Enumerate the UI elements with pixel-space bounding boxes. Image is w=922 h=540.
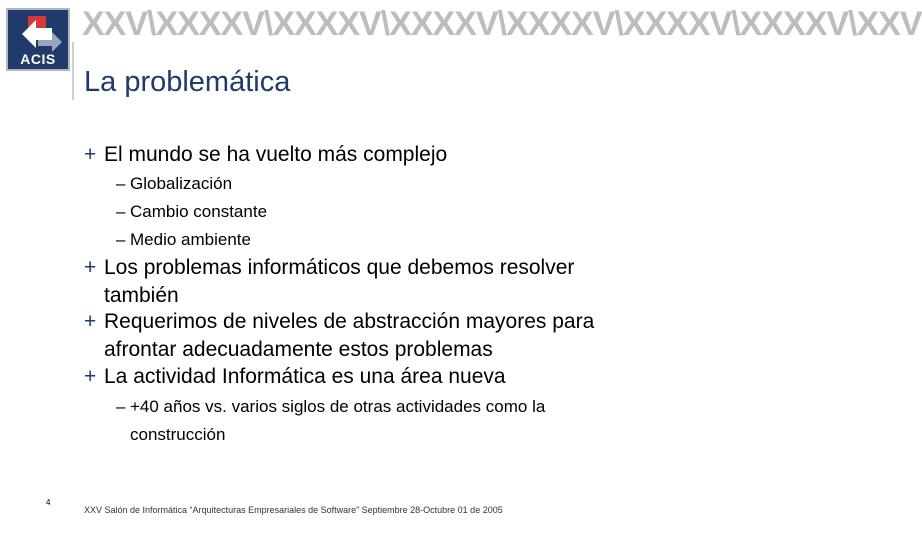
sub-bullet-marker: – — [116, 397, 126, 416]
sub-bullet-text: Cambio constante — [130, 202, 268, 221]
sub-bullet-item — [116, 393, 546, 449]
sub-bullet-text-line1: +40 años vs. varios siglos de otras actividades como la — [130, 397, 546, 416]
page-number: 4 — [46, 498, 51, 507]
bullet-item — [84, 363, 506, 391]
bullet-text-line1: Los problemas informáticos que debemos resolver — [104, 256, 575, 279]
bullet-item — [84, 308, 595, 364]
sub-bullet-text-line2: construcción — [130, 425, 226, 444]
sub-bullet-item — [116, 198, 268, 226]
header-banner: XXV\XXXXV\XXXXV\XXXXV\XXXXV\XXXXV\XXXXV\XXV — [82, 5, 922, 43]
bullet-marker: + — [84, 365, 97, 388]
bullet-marker: + — [84, 256, 97, 279]
bullet-item — [84, 254, 575, 310]
sub-bullet-text: Medio ambiente — [130, 230, 251, 249]
bullet-marker: + — [84, 143, 97, 166]
bullet-marker: + — [84, 310, 97, 333]
bullet-item — [84, 141, 448, 169]
bullet-text: El mundo se ha vuelto más complejo — [104, 143, 448, 166]
logo-arrows-icon — [8, 10, 68, 54]
bullet-text-line2: también — [104, 284, 179, 307]
sub-bullet-item — [116, 226, 251, 254]
bullet-text: La actividad Informática es una área nueva — [104, 365, 506, 388]
sub-bullet-marker: – — [116, 230, 126, 249]
sub-bullet-text: Globalización — [130, 174, 233, 193]
sub-bullet-marker: – — [116, 174, 126, 193]
sub-bullet-marker: – — [116, 202, 126, 221]
bullet-text-line1: Requerimos de niveles de abstracción mayores para — [104, 310, 595, 333]
acis-logo — [6, 8, 70, 71]
bullet-text-line2: afrontar adecuadamente estos problemas — [104, 338, 493, 361]
footer-event-text: XXV Salón de Informática “Arquitecturas Empresariales de Software” Septiembre 28-Octubre 01 de 2005 — [84, 505, 503, 515]
title-divider — [72, 42, 74, 100]
logo-text: ACIS — [20, 51, 56, 67]
sub-bullet-item — [116, 170, 233, 198]
slide-title: La problemática — [84, 66, 291, 98]
